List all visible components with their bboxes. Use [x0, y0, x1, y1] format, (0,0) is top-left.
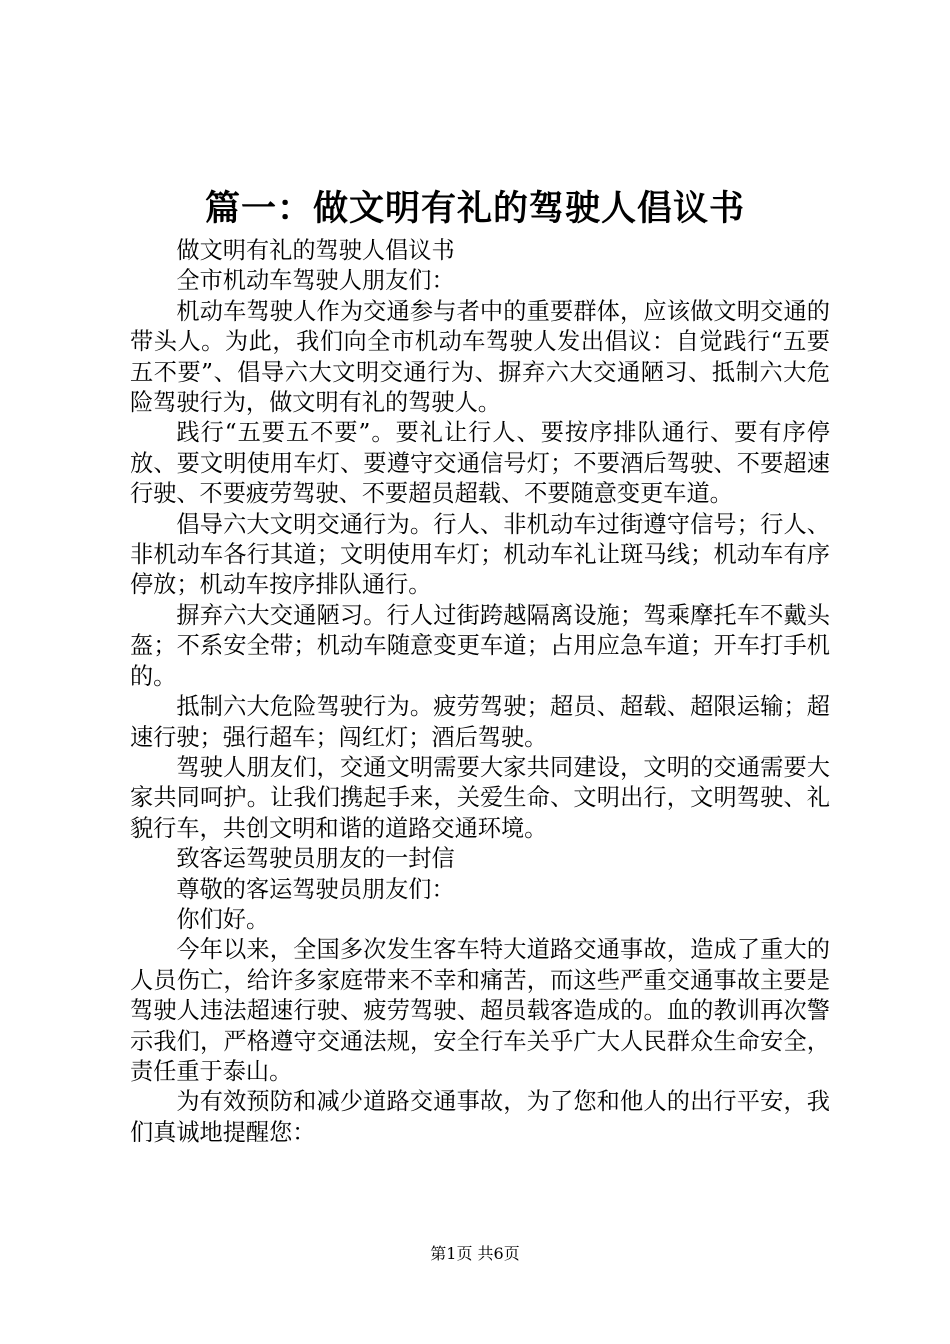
paragraph-greeting: 你们好。	[176, 905, 270, 933]
paragraph: 摒弃六大交通陋习。行人过街跨越隔离设施；驾乘摩托车不戴头盔；不系安全带；机动车随意变更车道；占用应急车道；开车打手机的。	[130, 601, 830, 690]
page-number-footer: 第1页 共6页	[430, 1244, 520, 1263]
paragraph: 践行“五要五不要”。要礼让行人、要按序排队通行、要有序停放、要文明使用车灯、要遵守交通信号灯；不要酒后驾驶、不要超速行驶、不要疲劳驾驶、不要超员超载、不要随意变更车道。	[130, 419, 830, 508]
paragraph: 倡导六大文明交通行为。行人、非机动车过街遵守信号；行人、非机动车各行其道；文明使用车灯；机动车礼让斑马线；机动车有序停放；机动车按序排队通行。	[130, 510, 830, 599]
document-title: 篇一：做文明有礼的驾驶人倡议书	[204, 189, 745, 229]
paragraph-salutation: 全市机动车驾驶人朋友们：	[176, 267, 455, 295]
paragraph: 抵制六大危险驾驶行为。疲劳驾驶；超员、超载、超限运输；超速行驶；强行超车；闯红灯；酒后驾驶。	[130, 693, 830, 751]
paragraph: 为有效预防和减少道路交通事故，为了您和他人的出行平安，我们真诚地提醒您：	[130, 1088, 830, 1146]
paragraph: 机动车驾驶人作为交通参与者中的重要群体，应该做文明交通的带头人。为此，我们向全市机动车驾驶人发出倡议：自觉践行“五要五不要”、倡导六大文明交通行为、摒弃六大交通陋习、抵制六大危险驾驶行为，做文明有礼的驾驶人。	[130, 297, 830, 417]
paragraph-heading: 致客运驾驶员朋友的一封信	[176, 845, 455, 873]
document-body	[130, 236, 830, 1148]
paragraph: 驾驶人朋友们，交通文明需要大家共同建设，文明的交通需要大家共同呵护。让我们携起手来，关爱生命、文明出行，文明驾驶、礼貌行车，共创文明和谐的道路交通环境。	[130, 753, 830, 842]
paragraph-heading: 做文明有礼的驾驶人倡议书	[176, 237, 455, 264]
paragraph-salutation: 尊敬的客运驾驶员朋友们：	[176, 875, 455, 903]
paragraph: 今年以来，全国多次发生客车特大道路交通事故，造成了重大的人员伤亡，给许多家庭带来不幸和痛苦，而这些严重交通事故主要是驾驶人违法超速行驶、疲劳驾驶、超员载客造成的。血的教训再次警示我们，严格遵守交通法规，安全行车关乎广大人民群众生命安全，责任重于泰山。	[130, 936, 830, 1085]
